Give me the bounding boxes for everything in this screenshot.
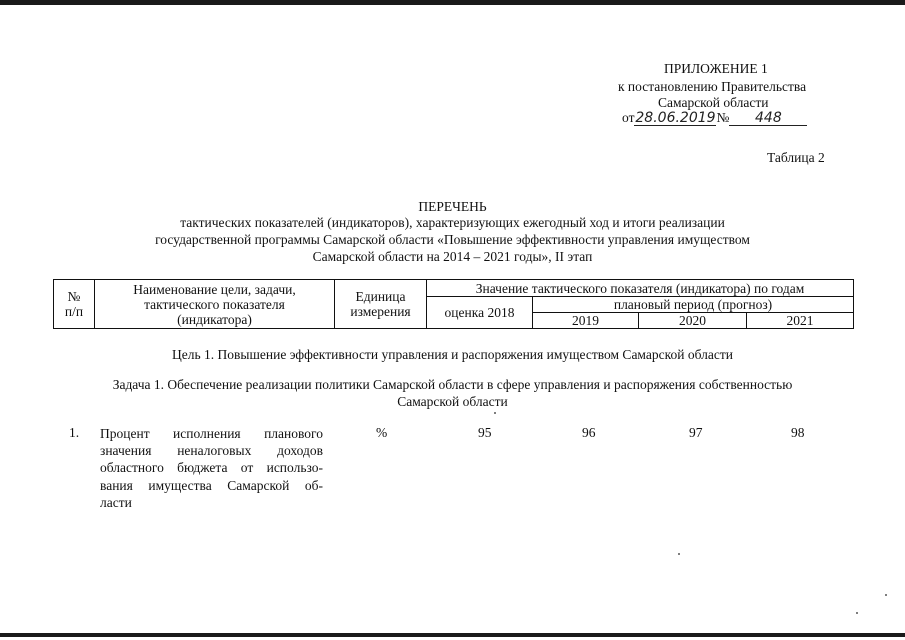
col-header-year-2019: 2019 (533, 313, 639, 329)
indicator-name-line: областного бюджета от использо- (100, 460, 323, 476)
resolution-line: к постановлению Правительства (618, 79, 807, 94)
row-value-2021: 98 (791, 425, 805, 440)
handwritten-date: 28.06.2019 (635, 110, 716, 126)
table-label: Таблица 2 (767, 150, 825, 165)
col-header-estimate: оценка 2018 (427, 297, 533, 329)
col-header-number: № п/п (54, 280, 95, 329)
indicator-name-line: ласти (100, 494, 132, 510)
scan-speck (678, 553, 680, 555)
document-subtitle-line-3: Самарской области на 2014 – 2021 годы», II этап (312, 249, 593, 264)
row-value-2019: 96 (582, 425, 596, 440)
row-unit: % (376, 425, 388, 440)
col-header-values: Значение тактического показателя (индикатора) по годам (427, 280, 854, 297)
col-header-year-2021: 2021 (747, 313, 854, 329)
goal-heading: Цель 1. Повышение эффективности управления и распоряжения имуществом Самарской области (172, 347, 733, 362)
scan-speck (494, 412, 496, 414)
row-indicator-name (100, 425, 323, 511)
date-field (634, 111, 716, 126)
appendix-title: ПРИЛОЖЕНИЕ 1 (664, 61, 768, 76)
col-header-name: Наименование цели, задачи, тактического показателя (индикатора) (95, 280, 335, 329)
indicator-name-line: Процент исполнения планового (100, 426, 323, 441)
indicator-name-line: вания имущества Самарской об- (100, 477, 323, 493)
date-number-line (622, 110, 807, 126)
scan-bottom-edge (0, 633, 905, 637)
number-field (729, 111, 807, 126)
task-heading-line-1: Задача 1. Обеспечение реализации политики Самарской области в сфере управления и распоряжения собственностью (112, 377, 793, 392)
region-line: Самарской области (658, 95, 769, 110)
number-label: № (716, 110, 730, 125)
scan-speck (885, 594, 887, 596)
col-header-planned: плановый период (прогноз) (533, 297, 854, 313)
task-heading-line-2: Самарской области (397, 394, 508, 409)
row-number: 1. (69, 425, 80, 440)
col-header-unit: Единица измерения (335, 280, 427, 329)
indicator-table-header (53, 279, 854, 329)
indicator-name-line: значения неналоговых доходов (100, 443, 323, 459)
row-value-2018: 95 (478, 425, 492, 440)
date-prefix: от (622, 110, 635, 125)
scan-speck (856, 612, 858, 614)
scan-top-edge (0, 0, 905, 5)
col-header-year-2020: 2020 (639, 313, 747, 329)
document-subtitle-line-2: государственной программы Самарской области «Повышение эффективности управления имуществом (155, 232, 750, 247)
row-value-2020: 97 (689, 425, 703, 440)
handwritten-number: 448 (755, 110, 782, 126)
document-subtitle-line-1: тактических показателей (индикаторов), характеризующих ежегодный ход и итоги реализации (180, 215, 725, 230)
document-title: ПЕРЕЧЕНЬ (418, 199, 487, 214)
